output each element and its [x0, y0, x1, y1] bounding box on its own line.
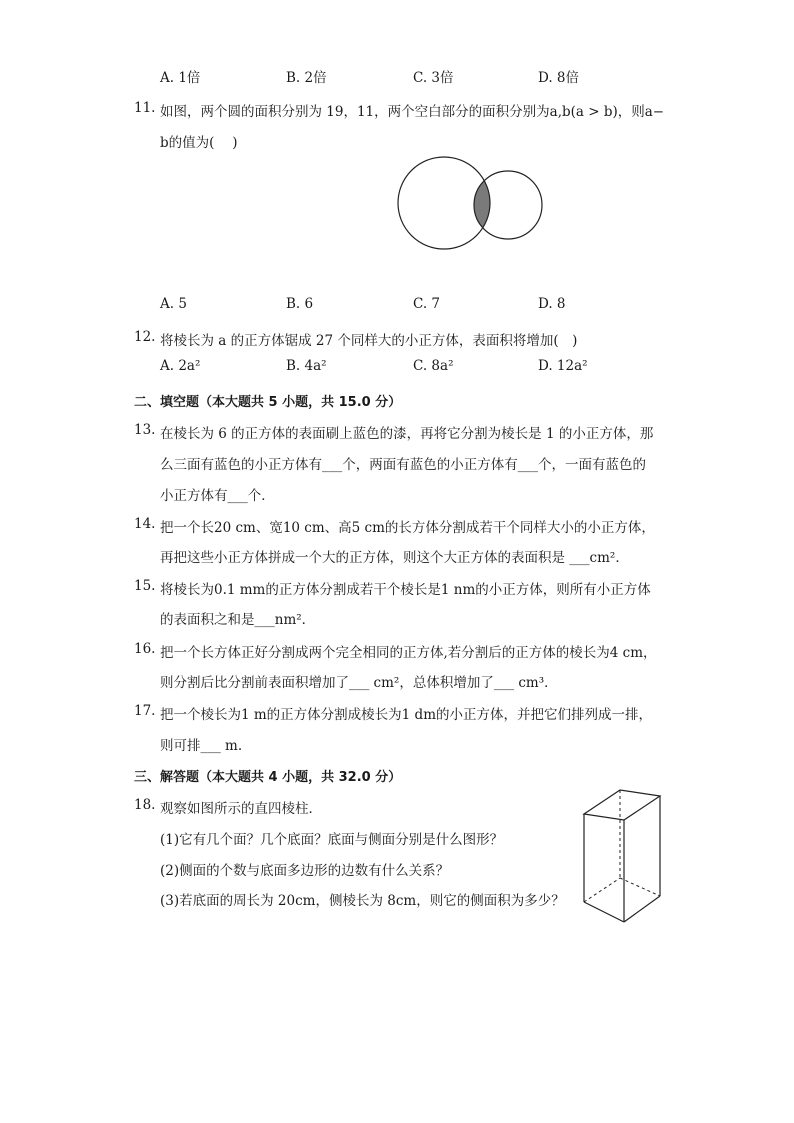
question-number: 12. — [134, 329, 156, 345]
option-b: B. 4a² — [286, 358, 327, 374]
question-number: 11. — [134, 100, 156, 116]
question-text-line: 在棱长为 6 的正方体的表面刷上蓝色的漆，再将它分割为棱长是 1 的小正方体，那 — [160, 426, 654, 442]
question-number: 14. — [134, 516, 156, 532]
option-d: D. 12a² — [538, 358, 588, 374]
option-c: C. 7 — [413, 296, 441, 312]
question-text-line: 再把这些小正方体拼成一个大的正方体，则这个大正方体的表面积是 ___cm²． — [160, 550, 629, 566]
question-number: 17. — [134, 703, 156, 719]
option-b: B. 2倍 — [286, 70, 327, 86]
question-text-line: 如图，两个圆的面积分别为 19，11，两个空白部分的面积分别为a,b(a > b)，则a− — [160, 104, 665, 120]
option-a: A. 1倍 — [160, 70, 201, 86]
question-number: 13. — [134, 422, 156, 438]
question-text-line: 则分割后比分割前表面积增加了___ cm²，总体积增加了___ cm³． — [160, 675, 558, 691]
question-text-line: 把一个长20 cm、宽10 cm、高5 cm的长方体分割成若干个同样大小的小正方体， — [160, 520, 655, 536]
section-heading-solutions: 三、解答题（本大题共 4 小题，共 32.0 分） — [134, 770, 402, 785]
question-text-line: 则可排___ m. — [160, 738, 243, 754]
option-a: A. 5 — [160, 296, 187, 312]
question-text-line: 小正方体有___个． — [160, 488, 275, 504]
question-text-line: 么三面有蓝色的小正方体有___个，两面有蓝色的小正方体有___个，一面有蓝色的 — [160, 457, 646, 473]
two-circles-figure — [396, 155, 556, 255]
question-number: 16. — [134, 641, 156, 657]
option-a: A. 2a² — [160, 358, 201, 374]
question-number: 18. — [134, 797, 156, 813]
option-d: D. 8 — [538, 296, 566, 312]
option-d: D. 8倍 — [538, 70, 580, 86]
question-text-line: 把一个长方体正好分割成两个完全相同的正方体,若分割后的正方体的棱长为4 cm， — [160, 645, 657, 661]
sub-question-1: (1)它有几个面？几个底面？底面与侧面分别是什么图形？ — [160, 832, 504, 848]
question-text-line: 将棱长为 a 的正方体锯成 27 个同样大的小正方体，表面积将增加( ) — [160, 333, 578, 349]
question-text-line: 观察如图所示的直四棱柱． — [160, 801, 322, 817]
question-text-line: 将棱长为0.1 mm的正方体分割成若干个棱长是1 nm的小正方体，则所有小正方体 — [160, 582, 651, 598]
question-text-line: b的值为( ) — [160, 135, 238, 151]
sub-question-2: (2)侧面的个数与底面多边形的边数有什么关系？ — [160, 863, 450, 879]
section-heading-fill-in: 二、填空题（本大题共 5 小题，共 15.0 分） — [134, 395, 402, 410]
question-text-line: 把一个棱长为1 m的正方体分割成棱长为1 dm的小正方体，并把它们排列成一排， — [160, 707, 653, 723]
option-b: B. 6 — [286, 296, 314, 312]
option-c: C. 8a² — [413, 358, 454, 374]
option-c: C. 3倍 — [413, 70, 454, 86]
right-prism-figure — [580, 786, 670, 926]
question-text-line: 的表面积之和是___nm²． — [160, 612, 316, 628]
sub-question-3: (3)若底面的周长为 20cm，侧棱长为 8cm，则它的侧面积为多少？ — [160, 893, 565, 909]
question-number: 15. — [134, 578, 156, 594]
